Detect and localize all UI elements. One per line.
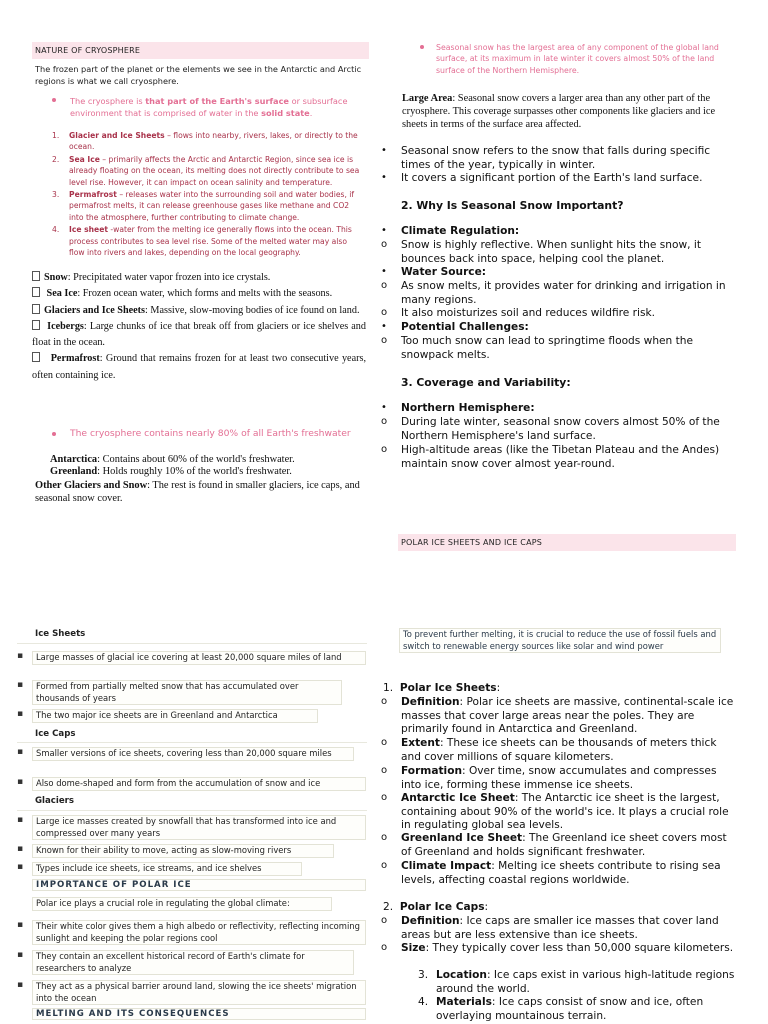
section-title-nature: NATURE OF CRYOSPHERE bbox=[35, 46, 141, 55]
circle-mark: o bbox=[381, 915, 388, 926]
definition-permafrost: Permafrost: Ground that remains frozen for at least two consecutive years, often containing ice. bbox=[32, 353, 367, 381]
circle-mark: o bbox=[381, 307, 388, 318]
cryosphere-definition: The cryosphere is that part of the Earth's surface or subsurface environment that is comprised of water in the solid state. bbox=[70, 96, 348, 118]
bullet-mark: ▪ bbox=[17, 950, 24, 960]
definition-sea-ice: Sea Ice: Frozen ocean water, which forms and melts with the seasons. bbox=[32, 286, 366, 302]
circle-mark: o bbox=[381, 832, 388, 843]
water-source-sub: As snow melts, it provides water for drinking and irrigation in many regions. bbox=[401, 280, 726, 306]
list-item: Large masses of glacial ice covering at least 20,000 square miles of land bbox=[32, 651, 366, 665]
bullet-dot bbox=[52, 432, 56, 436]
circle-mark: o bbox=[381, 696, 388, 707]
heading-melting: MELTING AND ITS CONSEQUENCES bbox=[32, 1008, 366, 1020]
climate-regulation: Climate Regulation: bbox=[401, 225, 520, 237]
header-band-polar bbox=[398, 534, 736, 551]
divider bbox=[17, 643, 367, 644]
circle-mark: o bbox=[381, 416, 388, 427]
definition-glaciers: Glaciers and Ice Sheets: Massive, slow-moving bodies of ice found on land. bbox=[32, 303, 366, 319]
sheets-extent: Extent: These ice sheets can be thousands of meters thick and cover millions of square kilometers. bbox=[401, 737, 717, 763]
bullet-item: It covers a significant portion of the Earth's land surface. bbox=[401, 172, 703, 184]
sheets-antarctic: Antarctic Ice Sheet: The Antarctic ice sheet is the largest, containing about 90% of the world's ice. It plays a crucial role in regulating global sea levels. bbox=[401, 792, 729, 832]
bullet-mark: ▪ bbox=[17, 815, 24, 825]
circle-mark: o bbox=[381, 765, 388, 776]
seasonal-snow-pink: Seasonal snow has the largest area of any component of the global land surface, at its maximum in late winter it covers almost 50% of the land surface of the Northern Hemisphere. bbox=[436, 43, 719, 75]
list-item: 4. Ice sheet -water from the melting ice generally flows into the ocean. This process contributes to sea level rise. Some of the melted water may also flow into rivers and lakes, depending on the local geography. bbox=[52, 225, 352, 258]
circle-mark: o bbox=[381, 792, 388, 803]
water-source-sub: It also moisturizes soil and reduces wildfire risk. bbox=[401, 307, 655, 319]
list-item: Known for their ability to move, acting as slow-moving rivers bbox=[32, 844, 334, 858]
bullet-mark: • bbox=[381, 225, 387, 236]
climate-regulation-sub: Snow is highly reflective. When sunlight hits the snow, it bounces back into space, helping cool the planet. bbox=[401, 239, 701, 265]
definitions-block bbox=[32, 270, 366, 384]
bullet-mark: ▪ bbox=[17, 747, 24, 757]
list-item: Types include ice sheets, ice streams, and ice shelves bbox=[32, 862, 302, 876]
sheets-greenland: Greenland Ice Sheet: The Greenland ice sheet covers most of Greenland and holds significant freshwater. bbox=[401, 832, 727, 858]
circle-mark: o bbox=[381, 239, 388, 250]
missing-glyph-icon bbox=[32, 320, 40, 330]
missing-glyph-icon bbox=[32, 304, 40, 314]
list-item: The two major ice sheets are in Greenland and Antarctica bbox=[32, 709, 318, 723]
polar-ice-sheets-heading: 1. Polar Ice Sheets: bbox=[383, 682, 501, 694]
caps-location: 3. Location: Ice caps exist in various high-latitude regions around the world. bbox=[418, 969, 735, 995]
divider bbox=[17, 742, 367, 743]
header-band-nature bbox=[32, 42, 369, 59]
missing-glyph-icon bbox=[32, 287, 40, 297]
list-item: Large ice masses created by snowfall that has transformed into ice and compressed over many years bbox=[32, 815, 366, 840]
bullet-mark: ▪ bbox=[17, 777, 24, 787]
freshwater-other: Other Glaciers and Snow: The rest is found in smaller glaciers, ice caps, and seasonal snow cover. bbox=[35, 480, 360, 504]
caps-size: Size: They typically cover less than 50,000 square kilometers. bbox=[401, 942, 734, 954]
sheets-climate-impact: Climate Impact: Melting ice sheets contribute to rising sea levels, affecting coastal regions worldwide. bbox=[401, 860, 721, 886]
freshwater-greenland: Greenland: Holds roughly 10% of the world's freshwater. bbox=[50, 466, 292, 477]
list-item: They act as a physical barrier around land, slowing the ice sheets' migration into the ocean bbox=[32, 980, 366, 1005]
circle-mark: o bbox=[381, 860, 388, 871]
list-item: Also dome-shaped and form from the accumulation of snow and ice bbox=[32, 777, 366, 791]
polar-ice-caps-heading: 2. Polar Ice Caps: bbox=[383, 901, 489, 913]
northern-sub: High-altitude areas (like the Tibetan Plateau and the Andes) maintain snow cover almost year-round. bbox=[401, 444, 720, 470]
heading-ice-caps: Ice Caps bbox=[35, 729, 76, 739]
freshwater-bullet: The cryosphere contains nearly 80% of all Earth's freshwater bbox=[70, 428, 351, 439]
bullet-mark: ▪ bbox=[17, 920, 24, 930]
bullet-mark: ▪ bbox=[17, 844, 24, 854]
bullet-mark: • bbox=[381, 172, 387, 183]
prevent-melting-note: To prevent further melting, it is crucial to reduce the use of fossil fuels and switch to renewable energy sources like solar and wind power bbox=[399, 628, 721, 653]
bullet-mark: ▪ bbox=[17, 709, 24, 719]
potential-sub: Too much snow can lead to springtime floods when the snowpack melts. bbox=[401, 335, 694, 361]
bullet-item: Seasonal snow refers to the snow that falls during specific times of the year, typically in winter. bbox=[401, 145, 711, 171]
bullet-mark: ▪ bbox=[17, 862, 24, 872]
heading-why-snow: 2. Why Is Seasonal Snow Important? bbox=[401, 199, 624, 212]
bullet-mark: ▪ bbox=[17, 651, 24, 661]
list-item: 1. Glacier and Ice Sheets – flows into nearby, rivers, lakes, or directly to the ocean. bbox=[52, 131, 358, 152]
circle-mark: o bbox=[381, 942, 388, 953]
section-title-polar: POLAR ICE SHEETS AND ICE CAPS bbox=[401, 538, 543, 547]
sheets-formation: Formation: Over time, snow accumulates and compresses into ice, forming these immense ice sheets. bbox=[401, 765, 717, 791]
missing-glyph-icon bbox=[32, 271, 40, 281]
heading-coverage: 3. Coverage and Variability: bbox=[401, 376, 571, 389]
definition-snow: Snow: Precipitated water vapor frozen into ice crystals. bbox=[32, 270, 366, 286]
heading-glaciers: Glaciers bbox=[35, 796, 75, 806]
bullet-mark: • bbox=[381, 321, 387, 332]
heading-ice-sheets: Ice Sheets bbox=[35, 629, 86, 639]
bullet-mark: ▪ bbox=[17, 980, 24, 990]
ordered-list-melting bbox=[52, 130, 362, 258]
list-item: Smaller versions of ice sheets, covering less than 20,000 square miles bbox=[32, 747, 354, 761]
bullet-mark: • bbox=[381, 266, 387, 277]
northern-hemisphere: Northern Hemisphere: bbox=[401, 402, 535, 414]
bullet-dot bbox=[420, 45, 424, 49]
northern-sub: During late winter, seasonal snow covers almost 50% of the Northern Hemisphere's land surface. bbox=[401, 416, 720, 442]
bullet-dot bbox=[52, 98, 56, 102]
potential-challenges: Potential Challenges: bbox=[401, 321, 529, 333]
list-item: 2. Sea Ice – primarily affects the Arctic and Antarctic Region, since sea ice is already floating on the ocean, its melting does not directly contribute to sea level rise. However, it can impact on ocean salinity and temperature. bbox=[52, 154, 360, 187]
sheets-definition: Definition: Polar ice sheets are massive, continental-scale ice masses that cover large areas near the poles. They are primarily found in Antarctica and Greenland. bbox=[401, 696, 734, 736]
missing-glyph-icon bbox=[32, 352, 40, 362]
circle-mark: o bbox=[381, 335, 388, 346]
caps-definition: Definition: Ice caps are smaller ice masses that cover land areas but are less extensive than ice sheets. bbox=[401, 915, 719, 941]
circle-mark: o bbox=[381, 280, 388, 291]
list-item: They contain an excellent historical record of Earth's climate for researchers to analyze bbox=[32, 950, 354, 975]
caps-materials: 4. Materials: Ice caps consist of snow and ice, often overlaying mountainous terrain. bbox=[418, 996, 704, 1022]
freshwater-antarctica: Antarctica: Contains about 60% of the world's freshwater. bbox=[50, 454, 295, 465]
circle-mark: o bbox=[381, 444, 388, 455]
intro-text: The frozen part of the planet or the elements we see in the Antarctic and Arctic regions is what we call cryosphere. bbox=[35, 64, 362, 86]
circle-mark: o bbox=[381, 737, 388, 748]
definition-icebergs: Icebergs: Large chunks of ice that break off from glaciers or ice shelves and float in the ocean. bbox=[32, 320, 366, 349]
large-area-para: Large Area: Seasonal snow covers a larger area than any other part of the cryosphere. This coverage surpasses other components like glaciers and ice sheets in terms of the surface area affected. bbox=[402, 93, 716, 131]
list-item: Their white color gives them a high albedo or reflectivity, reflecting incoming sunlight and keeping the polar regions cool bbox=[32, 920, 366, 945]
bullet-mark: ▪ bbox=[17, 680, 24, 690]
importance-intro: Polar ice plays a crucial role in regulating the global climate: bbox=[32, 897, 332, 911]
heading-importance: IMPORTANCE OF POLAR ICE bbox=[32, 879, 366, 891]
water-source: Water Source: bbox=[401, 266, 486, 278]
list-item: Formed from partially melted snow that has accumulated over thousands of years bbox=[32, 680, 342, 705]
list-item: 3. Permafrost – releases water into the surrounding soil and water bodies, if permafrost melts, it can release greenhouse gases like methane and CO2 into the atmosphere, further contributing to climate change. bbox=[52, 190, 355, 222]
bullet-mark: • bbox=[381, 145, 387, 156]
divider bbox=[17, 810, 367, 811]
bullet-mark: • bbox=[381, 402, 387, 413]
